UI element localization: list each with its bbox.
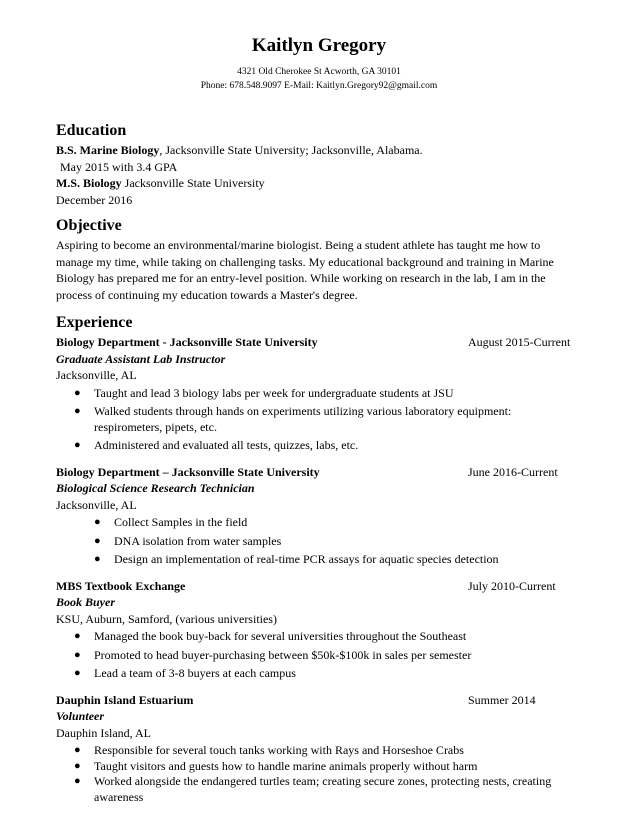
bullet-text: Taught visitors and guests how to handle marine animals properly without harm bbox=[94, 758, 478, 773]
objective-text: Aspiring to become an environmental/marine biologist. Being a student athlete has taught me how to manage my time, while taking on challenging tasks. My educational background and training in Marine Biology has prepared me for an entry-level position. While working on research in the lab, I am in the process of continuing my education towards a Master's degree. bbox=[56, 238, 554, 302]
objective-section bbox=[56, 217, 576, 303]
bullet-icon: ● bbox=[74, 439, 81, 451]
bullet-icon: ● bbox=[74, 744, 81, 756]
bullet-icon: ● bbox=[94, 553, 101, 565]
bullet-text: Lead a team of 3-8 buyers at each campus bbox=[94, 666, 296, 680]
list-item bbox=[56, 743, 576, 759]
bullet-text: Walked students through hands on experiments utilizing various laboratory equipment: respirometers, pipets, etc. bbox=[94, 404, 512, 434]
ms-degree: M.S. Biology bbox=[56, 176, 122, 190]
contact-line: Phone: 678.548.9097 E-Mail: Kaitlyn.Gregory92@gmail.com bbox=[200, 81, 438, 91]
list-item bbox=[56, 774, 576, 805]
list-item bbox=[56, 666, 576, 682]
ms-degree-line bbox=[56, 175, 576, 192]
job-entry bbox=[56, 464, 576, 568]
bullet-text: Managed the book buy-back for several universities throughout the Southeast bbox=[94, 629, 467, 643]
job-date: June 2016-Current bbox=[468, 464, 558, 479]
bs-degree: B.S. Marine Biology bbox=[56, 143, 160, 157]
list-item bbox=[56, 552, 576, 568]
bullet-text: Responsible for several touch tanks working with Rays and Horseshoe Crabs bbox=[94, 743, 464, 757]
job-bullets bbox=[56, 386, 576, 454]
bullet-icon: ● bbox=[74, 759, 81, 772]
bullet-icon: ● bbox=[74, 630, 81, 642]
job-org: Biology Department – Jacksonville State University bbox=[56, 464, 320, 479]
list-item bbox=[56, 515, 576, 531]
bullet-icon: ● bbox=[94, 516, 101, 528]
job-header bbox=[56, 692, 574, 709]
job-header bbox=[56, 334, 574, 351]
job-role: Volunteer bbox=[56, 709, 105, 723]
bs-date: May 2015 with 3.4 GPA bbox=[60, 159, 178, 174]
job-location: Jacksonville, AL bbox=[56, 497, 137, 512]
bullet-icon: ● bbox=[74, 405, 81, 417]
objective-heading: Objective bbox=[56, 217, 122, 234]
job-bullets bbox=[56, 629, 576, 682]
job-header bbox=[56, 464, 574, 481]
bs-degree-line bbox=[56, 142, 576, 159]
job-entry bbox=[56, 578, 576, 682]
bullet-icon: ● bbox=[74, 648, 81, 661]
list-item bbox=[56, 386, 576, 402]
bullet-icon: ● bbox=[74, 667, 81, 679]
job-org: MBS Textbook Exchange bbox=[56, 578, 186, 593]
job-role: Graduate Assistant Lab Instructor bbox=[56, 351, 226, 366]
job-role: Biological Science Research Technician bbox=[56, 481, 255, 495]
job-header bbox=[56, 578, 574, 595]
list-item bbox=[56, 759, 576, 775]
bullet-text: Design an implementation of real-time PCR assays for aquatic species detection bbox=[114, 552, 499, 566]
bullet-icon: ● bbox=[94, 534, 101, 547]
bullet-text: DNA isolation from water samples bbox=[114, 533, 282, 548]
bullet-text: Promoted to head buyer-purchasing between $50k-$100k in sales per semester bbox=[94, 647, 472, 662]
experience-heading: Experience bbox=[56, 314, 133, 331]
ms-school: Jacksonville State University bbox=[121, 176, 265, 190]
job-entry bbox=[56, 334, 576, 454]
bullet-icon: ● bbox=[74, 775, 81, 787]
bullet-text: Collect Samples in the field bbox=[114, 515, 248, 529]
job-location: Jacksonville, AL bbox=[56, 368, 137, 382]
education-section bbox=[56, 122, 576, 208]
list-item bbox=[56, 648, 576, 664]
job-entry bbox=[56, 692, 576, 806]
bullet-text: Administered and evaluated all tests, quizzes, labs, etc. bbox=[94, 438, 359, 452]
job-bullets bbox=[56, 515, 576, 568]
bullet-icon: ● bbox=[74, 386, 81, 399]
job-date: August 2015-Current bbox=[468, 335, 571, 349]
job-org: Dauphin Island Estuarium bbox=[56, 692, 194, 707]
job-bullets bbox=[56, 743, 576, 805]
list-item bbox=[56, 534, 576, 550]
job-date: Summer 2014 bbox=[468, 692, 536, 707]
list-item bbox=[56, 438, 576, 454]
address-line: 4321 Old Cherokee St Acworth, GA 30101 bbox=[237, 67, 401, 77]
job-role: Book Buyer bbox=[56, 595, 116, 609]
education-heading: Education bbox=[56, 122, 127, 139]
experience-section bbox=[56, 314, 576, 805]
ms-date: December 2016 bbox=[56, 192, 133, 207]
list-item bbox=[56, 404, 576, 435]
bullet-text: Worked alongside the endangered turtles team; creating secure zones, protecting nests, creating awareness bbox=[94, 774, 552, 804]
job-location: KSU, Auburn, Samford, (various universities) bbox=[56, 611, 277, 626]
job-org: Biology Department - Jacksonville State University bbox=[56, 335, 318, 349]
list-item bbox=[56, 629, 576, 645]
job-location: Dauphin Island, AL bbox=[56, 725, 151, 740]
bullet-text: Taught and lead 3 biology labs per week for undergraduate students at JSU bbox=[94, 385, 454, 400]
job-date: July 2010-Current bbox=[468, 578, 556, 593]
resume-name: Kaitlyn Gregory bbox=[251, 35, 387, 56]
bs-school: , Jacksonville State University; Jacksonville, Alabama. bbox=[159, 143, 423, 157]
